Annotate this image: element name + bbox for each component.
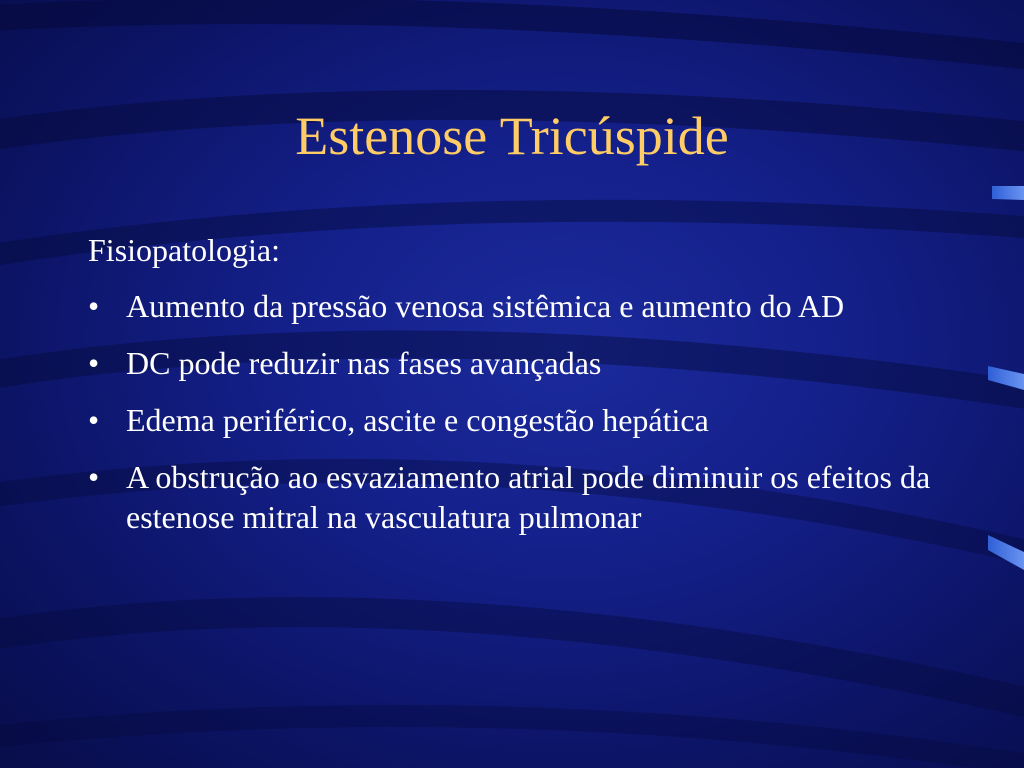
slide-body xyxy=(88,230,948,554)
background-swoosh xyxy=(0,612,1024,710)
bullet-text: A obstrução ao esvaziamento atrial pode diminuir os efeitos da estenose mitral na vasculatura pulmonar xyxy=(126,459,931,535)
bullet-text: DC pode reduzir nas fases avançadas xyxy=(126,345,602,381)
background-swoosh xyxy=(0,11,1024,60)
bullet-marker: • xyxy=(88,288,100,324)
bullet-item xyxy=(88,400,948,440)
slide-title: Estenose Tricúspide xyxy=(295,106,729,166)
bullet-marker: • xyxy=(88,402,100,438)
accent-bar xyxy=(992,186,1024,200)
background-swoosh xyxy=(0,716,1024,768)
bullet-item xyxy=(88,457,948,537)
bullet-item xyxy=(88,286,948,326)
bullet-item xyxy=(88,343,948,383)
bullet-marker: • xyxy=(88,459,100,495)
right-edge-accents xyxy=(988,186,1024,570)
bullet-marker: • xyxy=(88,345,100,381)
section-heading: Fisiopatologia: xyxy=(88,232,280,268)
bullet-list xyxy=(88,286,948,537)
bullet-text: Edema periférico, ascite e congestão hepática xyxy=(126,402,709,438)
bullet-text: Aumento da pressão venosa sistêmica e aumento do AD xyxy=(126,288,845,324)
